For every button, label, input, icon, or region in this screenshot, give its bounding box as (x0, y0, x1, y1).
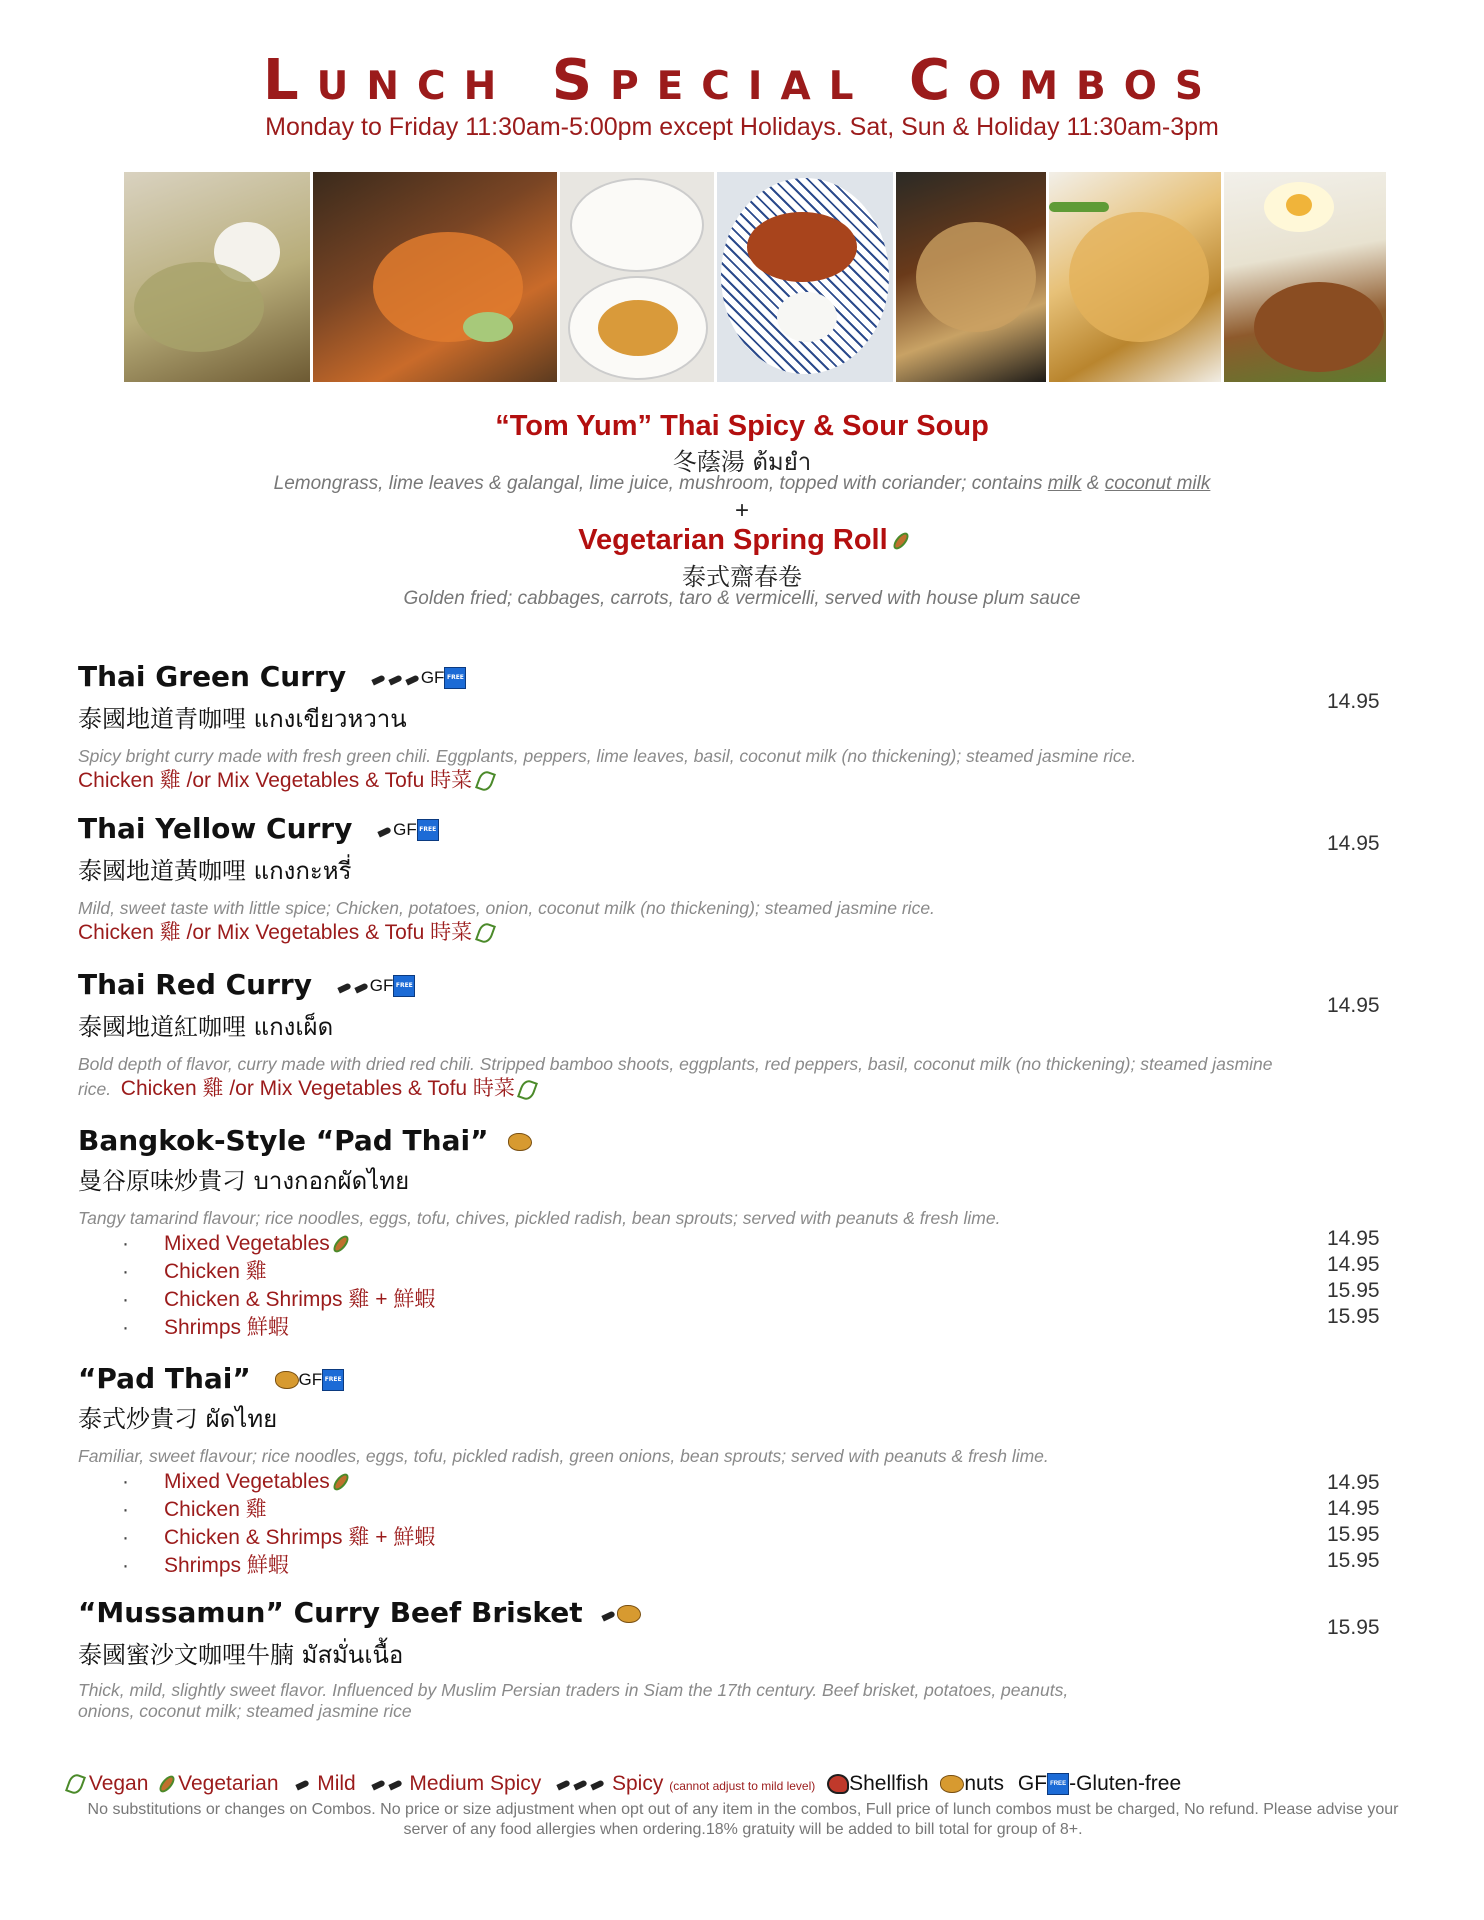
option-prices (1327, 1226, 1380, 1330)
food-photo-strip (124, 172, 1414, 382)
photo-rice-plates (560, 172, 714, 382)
item-price: 15.95 (1327, 1305, 1380, 1328)
gluten-free-icon: FREE (444, 667, 466, 689)
vegetarian-icon (330, 1472, 351, 1494)
menu-item-green-curry (78, 660, 1418, 794)
spring-roll-native-name: 泰式齋春卷 (682, 563, 802, 591)
vegetarian-icon (330, 1234, 351, 1256)
item-name: “Pad Thai” (78, 1362, 251, 1395)
mild-icon (600, 1598, 617, 1631)
mild-icon (294, 1772, 311, 1796)
item-price: 15.95 (1327, 1523, 1380, 1546)
list-item: · Shrimps 鮮蝦 (78, 1314, 1418, 1342)
plus-sign: + (734, 497, 749, 524)
menu-item-bangkok-pad-thai (78, 1124, 1418, 1342)
legend-spicy: Spicy (612, 1772, 664, 1795)
soup-native-name: 冬蔭湯 ต้มยำ (672, 448, 812, 476)
item-protein-options: Chicken 雞 /or Mix Vegetables & Tofu 時菜 (78, 768, 1418, 794)
legend-vegetarian: Vegetarian (178, 1772, 279, 1795)
menu-item-red-curry (78, 968, 1418, 1102)
legend-medium: Medium Spicy (409, 1772, 542, 1795)
vegan-icon (517, 1078, 538, 1102)
gluten-free-icon: FREE (322, 1369, 344, 1391)
item-price: 14.95 (1327, 1471, 1380, 1494)
photo-pad-thai-plate (1049, 172, 1221, 382)
soup-description: Lemongrass, lime leaves & galangal, lime juice, mushroom, topped with coriander; contains milk & coconut milk (273, 473, 1211, 494)
list-item: · Mixed Vegetables (78, 1468, 1418, 1496)
list-item: · Chicken & Shrimps 雞 + 鮮蝦 (78, 1286, 1418, 1314)
item-price: 14.95 (1327, 832, 1380, 855)
spicy-icon (370, 662, 421, 695)
footer-notice: No substitutions or changes on Combos. No price or size adjustment when opt out of any item in the combos, Full price of lunch combos must be charged, No refund. Please advise your server of any food allergies when ordering.18% gratuity will be added to bill total for group of 8+. (87, 1801, 1399, 1838)
gf-label: GF (298, 1370, 323, 1389)
shellfish-icon (827, 1774, 849, 1794)
item-name: Bangkok-Style “Pad Thai” (78, 1124, 489, 1157)
item-native-name: 泰國地道黃咖哩 แกงกะหรี่ (78, 856, 352, 885)
vegan-icon (475, 769, 496, 793)
option-list (78, 1230, 1418, 1342)
item-description: Bold depth of flavor, curry made with dried red chili. Stripped bamboo shoots, eggplants, red peppers, basil, coconut milk (no thickening); steamed jasmine rice. Chicken 雞 /or Mix Vegetables & Tofu 時菜 (78, 1052, 1308, 1102)
item-name: Thai Yellow Curry (78, 812, 353, 845)
item-description: Mild, sweet taste with little spice; Chicken, potatoes, onion, coconut milk (no thickening); steamed jasmine rice. (78, 897, 935, 918)
item-native-name: 泰國地道紅咖哩 แกงเผ็ด (78, 1012, 334, 1041)
item-price: 15.95 (1327, 1279, 1380, 1302)
nuts-icon (508, 1133, 532, 1151)
item-name: Thai Green Curry (78, 660, 347, 693)
nuts-icon (275, 1371, 299, 1389)
nuts-icon (940, 1775, 964, 1793)
item-price: 14.95 (1327, 1227, 1380, 1250)
item-price: 14.95 (1327, 994, 1380, 1017)
gluten-free-icon: FREE (393, 975, 415, 997)
photo-bbq-chicken (717, 172, 893, 382)
photo-green-curry (124, 172, 310, 382)
list-item: · Shrimps 鮮蝦 (78, 1552, 1418, 1580)
gf-label: GF (393, 820, 417, 839)
gf-label: GF (369, 976, 394, 995)
list-item: · Chicken & Shrimps 雞 + 鮮蝦 (78, 1524, 1418, 1552)
medium-spicy-icon (370, 1772, 404, 1796)
vegetarian-icon (157, 1774, 178, 1796)
item-price: 15.95 (1327, 1549, 1380, 1572)
item-description: Spicy bright curry made with fresh green chili. Eggplants, peppers, lime leaves, basil, coconut milk (no thickening); steamed jasmine rice. (78, 745, 1137, 766)
soup-title: “Tom Yum” Thai Spicy & Sour Soup (495, 410, 989, 442)
legend-nuts: nuts (964, 1772, 1005, 1795)
gf-label: GF (420, 668, 445, 687)
gluten-free-icon: FREE (417, 819, 439, 841)
photo-pad-thai-shrimp (313, 172, 557, 382)
legend-mild: Mild (317, 1772, 356, 1795)
spicy-icon (555, 1772, 606, 1796)
legend-gluten-free: -Gluten-free (1069, 1772, 1182, 1795)
nuts-icon (617, 1605, 641, 1623)
vegan-icon (65, 1772, 86, 1796)
gluten-free-icon: FREE (1047, 1773, 1069, 1795)
item-price: 14.95 (1327, 1253, 1380, 1276)
hours-subtitle: Monday to Friday 11:30am-5:00pm except Holidays. Sat, Sun & Holiday 11:30am-3pm (265, 113, 1219, 141)
legend-spicy-note: (cannot adjust to mild level) (669, 1779, 816, 1793)
item-price: 15.95 (1327, 1616, 1380, 1639)
menu-item-pad-thai (78, 1362, 1418, 1580)
menu-item-yellow-curry (78, 812, 1418, 946)
vegetarian-icon (890, 530, 911, 552)
item-native-name: 泰國蜜沙文咖哩牛腩 มัสมั่นเนื้อ (78, 1640, 404, 1669)
legend-shellfish: Shellfish (849, 1772, 929, 1795)
item-price: 14.95 (1327, 1497, 1380, 1520)
option-prices (1327, 1470, 1380, 1574)
item-native-name: 泰式炒貴刁 ผัดไทย (78, 1405, 278, 1433)
photo-basil-rice-egg (1224, 172, 1386, 382)
vegan-icon (475, 921, 496, 945)
item-name: Thai Red Curry (78, 968, 312, 1001)
photo-noodle-soup (896, 172, 1046, 382)
item-protein-options: Chicken 雞 /or Mix Vegetables & Tofu 時菜 (78, 920, 1418, 946)
list-item: · Mixed Vegetables (78, 1230, 1418, 1258)
gf-label: GF (1017, 1772, 1048, 1795)
list-item: · Chicken 雞 (78, 1258, 1418, 1286)
mild-icon (376, 814, 393, 847)
item-description: Thick, mild, slightly sweet flavor. Influenced by Muslim Persian traders in Siam the 17th century. Beef brisket, potatoes, peanuts, onions, coconut milk; steamed jasmine rice (78, 1679, 1069, 1721)
list-item: · Chicken 雞 (78, 1496, 1418, 1524)
item-description: Familiar, sweet flavour; rice noodles, eggs, tofu, pickled radish, green onions, bean sprouts; served with peanuts & fresh lime. (78, 1446, 1049, 1466)
item-native-name: 泰國地道青咖哩 แกงเขียวหวาน (78, 704, 407, 733)
spring-roll-description: Golden fried; cabbages, carrots, taro & vermicelli, served with house plum sauce (403, 588, 1081, 609)
spring-roll-title: Vegetarian Spring Roll (180, 524, 1304, 557)
legend-vegan: Vegan (88, 1772, 149, 1795)
menu-item-mussamun-curry (78, 1596, 1418, 1722)
dietary-legend (68, 1772, 1448, 1796)
option-list (78, 1468, 1418, 1580)
item-name: “Mussamun” Curry Beef Brisket (78, 1596, 583, 1629)
medium-spicy-icon (336, 970, 370, 1003)
item-native-name: 曼谷原味炒貴刁 บางกอกผัดไทย (78, 1167, 410, 1195)
item-price: 14.95 (1327, 690, 1380, 713)
item-description: Tangy tamarind flavour; rice noodles, eggs, tofu, chives, pickled radish, bean sprouts; served with peanuts & fresh lime. (78, 1208, 1001, 1228)
page-title: Lunch Special Combos (263, 48, 1221, 113)
